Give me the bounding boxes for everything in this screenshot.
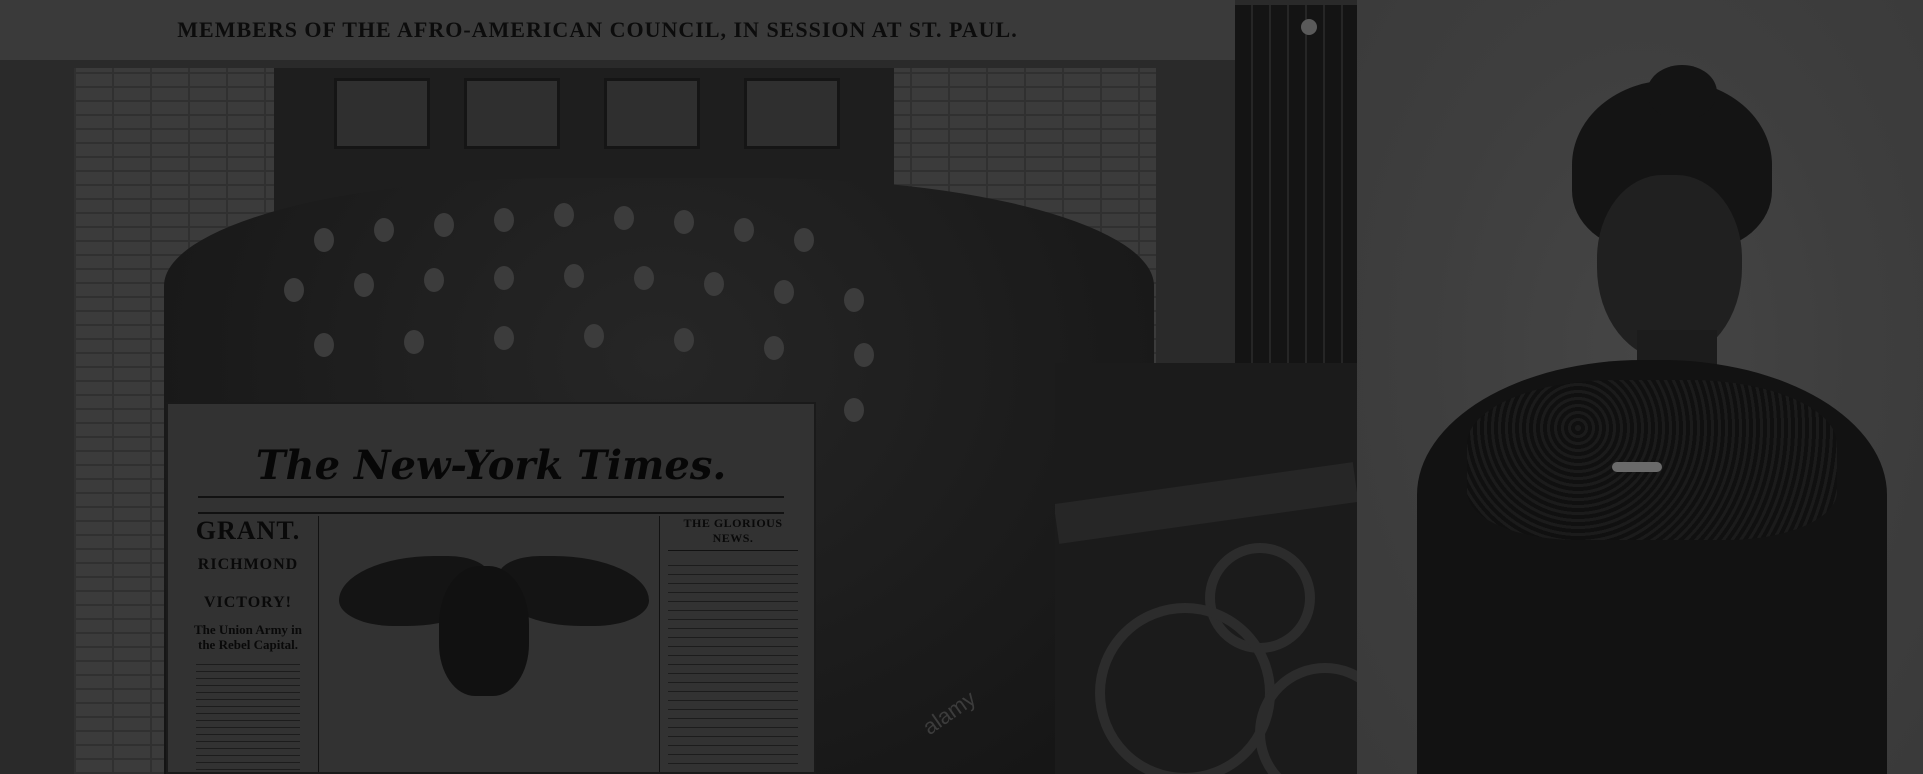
member-head bbox=[554, 203, 574, 227]
member-head bbox=[704, 272, 724, 296]
member-head bbox=[794, 228, 814, 252]
hair-bun bbox=[1647, 65, 1717, 120]
stock-watermark: alamy bbox=[917, 685, 981, 740]
door-window bbox=[464, 78, 560, 149]
newspaper-right-column bbox=[668, 516, 798, 774]
member-head bbox=[434, 213, 454, 237]
press-plate bbox=[1055, 462, 1357, 544]
article-text-lines bbox=[668, 559, 798, 774]
member-head bbox=[314, 333, 334, 357]
glorious-news-headline: THE GLORIOUS NEWS. bbox=[668, 516, 798, 551]
council-headline-text: MEMBERS OF THE AFRO-AMERICAN COUNCIL, IN SESSION AT ST. PAUL. bbox=[177, 17, 1018, 42]
window-bars bbox=[1235, 5, 1357, 363]
woman-portrait-photo bbox=[1357, 0, 1923, 774]
victory-subhead: VICTORY! bbox=[203, 594, 293, 611]
article-text-lines bbox=[196, 664, 300, 774]
member-head bbox=[284, 278, 304, 302]
member-head bbox=[734, 218, 754, 242]
member-head bbox=[374, 218, 394, 242]
member-head bbox=[494, 326, 514, 350]
member-head bbox=[844, 398, 864, 422]
richmond-subhead: RICHMOND bbox=[197, 556, 299, 573]
member-head bbox=[494, 266, 514, 290]
door-window bbox=[744, 78, 840, 149]
eagle-body bbox=[439, 566, 529, 696]
member-head bbox=[774, 280, 794, 304]
printing-press-photo bbox=[1055, 363, 1357, 774]
newspaper-dateline-rule bbox=[198, 496, 784, 514]
press-roller bbox=[1095, 603, 1275, 774]
member-head bbox=[564, 264, 584, 288]
member-head bbox=[354, 273, 374, 297]
member-head bbox=[614, 206, 634, 230]
member-head bbox=[634, 266, 654, 290]
member-head bbox=[674, 210, 694, 234]
member-head bbox=[674, 328, 694, 352]
brooch bbox=[1612, 462, 1662, 472]
member-head bbox=[764, 336, 784, 360]
newspaper-left-column bbox=[188, 516, 308, 774]
member-head bbox=[314, 228, 334, 252]
door-window bbox=[604, 78, 700, 149]
member-head bbox=[404, 330, 424, 354]
lace-collar bbox=[1467, 380, 1837, 540]
newspaper-masthead: The New-York Times. bbox=[255, 442, 727, 489]
member-head bbox=[424, 268, 444, 292]
lamp bbox=[1301, 19, 1317, 35]
dark-interior-photo bbox=[1235, 5, 1357, 363]
new-york-times-front-page bbox=[166, 402, 816, 774]
union-army-subhead: The Union Army in the Rebel Capital. bbox=[194, 622, 302, 652]
grant-headline: GRANT. bbox=[195, 516, 301, 545]
eagle-illustration bbox=[318, 516, 660, 774]
member-head bbox=[584, 324, 604, 348]
door-window bbox=[334, 78, 430, 149]
member-head bbox=[494, 208, 514, 232]
member-head bbox=[854, 343, 874, 367]
council-headline bbox=[0, 0, 1235, 60]
member-head bbox=[844, 288, 864, 312]
